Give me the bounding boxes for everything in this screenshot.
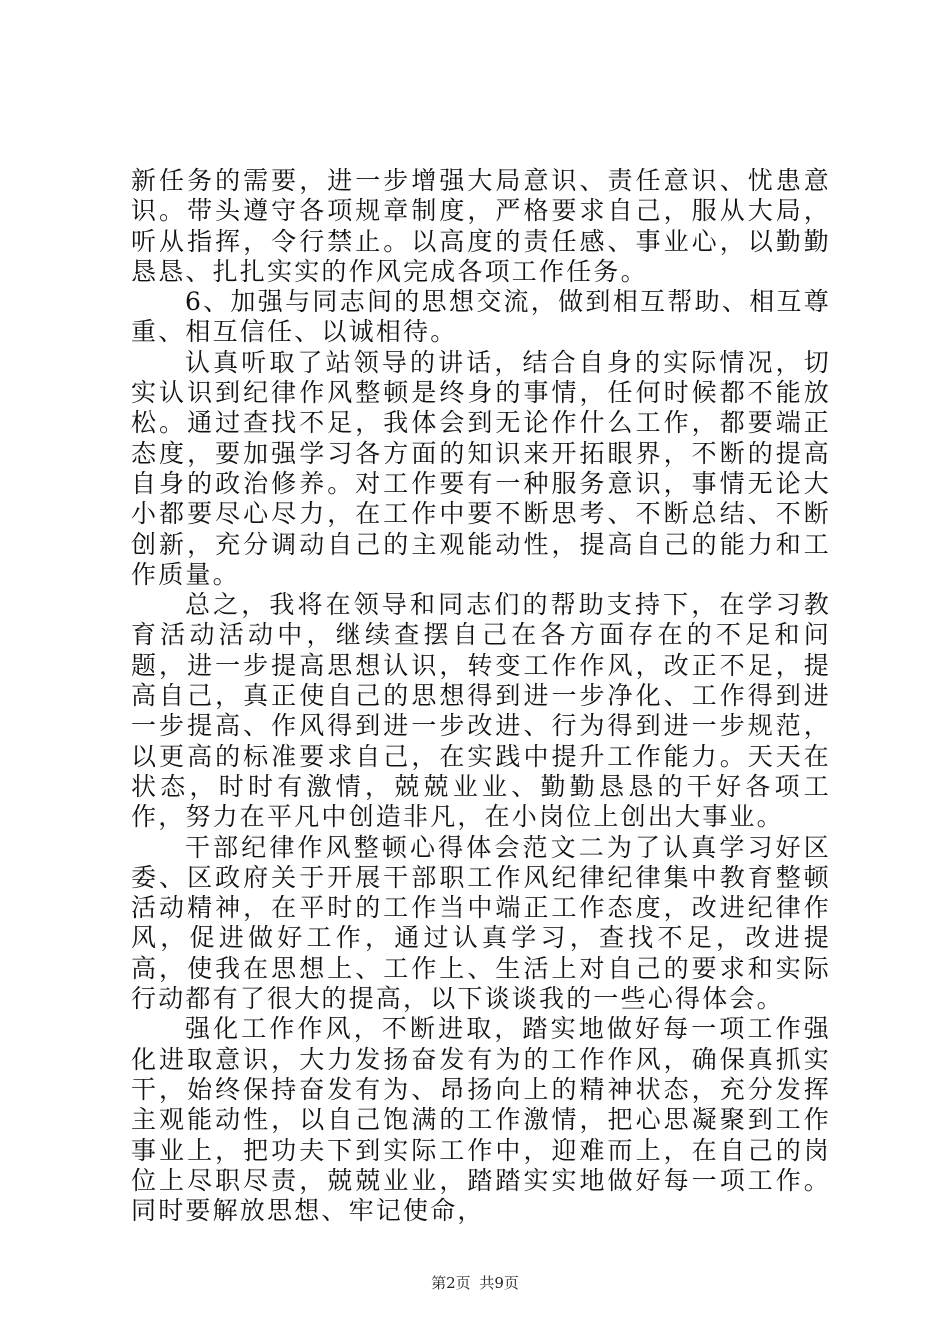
page-footer <box>0 1272 950 1293</box>
paragraph-6: 强化工作作风，不断进取，踏实地做好每一项工作强化进取意识，大力发扬奋发有为的工作作风，确保真抓实干，始终保持奋发有为、昂扬向上的精神状态，充分发挥主观能动性，以自己饱满的工作激情，把心思凝聚到工作事业上，把功夫下到实际工作中，迎难而上，在自己的岗位上尽职尽责，兢兢业业，踏踏实实地做好每一项工作。同时要解放思想、牢记使命， <box>131 1014 831 1226</box>
paragraph-1: 新任务的需要，进一步增强大局意识、责任意识、忧患意识。带头遵守各项规章制度，严格要求自己，服从大局，听从指挥，令行禁止。以高度的责任感、事业心，以勤勤恳恳、扎扎实实的作风完成各项工作任务。 <box>131 166 831 286</box>
paragraph-5: 干部纪律作风整顿心得体会范文二为了认真学习好区委、区政府关于开展干部职工作风纪律纪律集中教育整顿活动精神，在平时的工作当中端正工作态度，改进纪律作风，促进做好工作，通过认真学习，查找不足，改进提高，使我在思想上、工作上、生活上对自己的要求和实际行动都有了很大的提高，以下谈谈我的一些心得体会。 <box>131 832 831 1014</box>
document-body <box>131 166 831 1226</box>
paragraph-2: 6、加强与同志间的思想交流，做到相互帮助、相互尊重、相互信任、以诚相待。 <box>131 287 831 347</box>
paragraph-4: 总之，我将在领导和同志们的帮助支持下，在学习教育活动活动中，继续查摆自己在各方面存在的不足和问题，进一步提高思想认识，转变工作作风，改正不足，提高自己，真正使自己的思想得到进一步净化、工作得到进一步提高、作风得到进一步改进、行为得到进一步规范，以更高的标准要求自己，在实践中提升工作能力。天天在状态，时时有激情，兢兢业业、勤勤恳恳的干好各项工作，努力在平凡中创造非凡，在小岗位上创出大事业。 <box>131 590 831 832</box>
page-number: 第2页 <box>431 1274 471 1292</box>
paragraph-3: 认真听取了站领导的讲话，结合自身的实际情况，切实认识到纪律作风整顿是终身的事情，任何时候都不能放松。通过查找不足，我体会到无论作什么工作，都要端正态度，要加强学习各方面的知识来开拓眼界，不断的提高自身的政治修养。对工作要有一种服务意识，事情无论大小都要尽心尽力，在工作中要不断思考、不断总结、不断创新，充分调动自己的主观能动性，提高自己的能力和工作质量。 <box>131 347 831 589</box>
page-total: 共9页 <box>479 1274 519 1292</box>
